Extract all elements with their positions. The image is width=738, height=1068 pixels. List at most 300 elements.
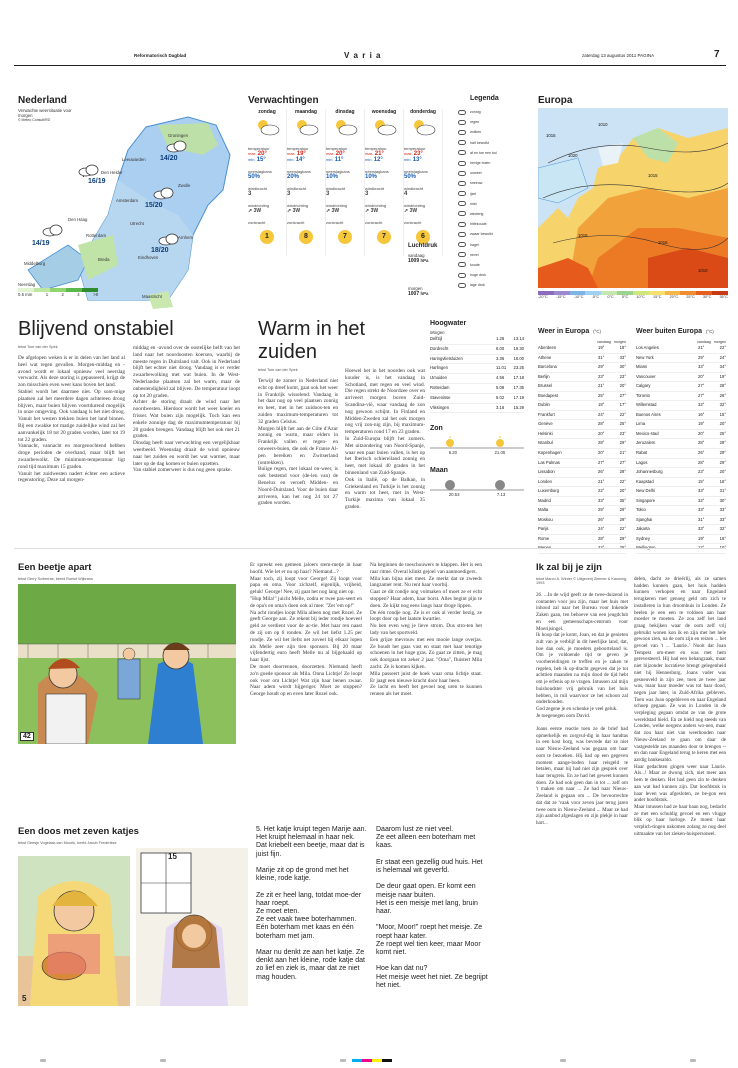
table-cell: Sjanghai bbox=[636, 516, 653, 522]
table-cell: Haringvlietsluizen bbox=[430, 355, 463, 361]
table-row bbox=[538, 430, 626, 440]
legenda-panel bbox=[458, 95, 526, 310]
table-cell: 33° bbox=[719, 507, 726, 513]
city-label: Utrecht bbox=[130, 221, 144, 226]
table-row bbox=[538, 439, 626, 449]
wind-value: 3 bbox=[365, 191, 369, 197]
table-cell: Calgary bbox=[636, 383, 651, 389]
table-cell: 22° bbox=[619, 526, 626, 532]
city-label: Arnhem bbox=[178, 235, 194, 240]
table-cell: 23° bbox=[619, 373, 626, 379]
legend-item bbox=[458, 189, 526, 199]
legend-label: af en toe een bui bbox=[470, 150, 497, 155]
table-cell: 29° bbox=[619, 535, 626, 541]
legenda-title: Legenda bbox=[470, 95, 499, 102]
table-row bbox=[636, 382, 726, 392]
city-label: Breda bbox=[98, 257, 110, 262]
wind-value: 3 bbox=[287, 191, 291, 197]
table-cell: 31° bbox=[598, 354, 605, 360]
print-mark bbox=[40, 1059, 46, 1062]
legend-item bbox=[458, 270, 526, 280]
table-cell: 28° bbox=[619, 469, 626, 475]
table-cell: 4.56 bbox=[496, 375, 505, 381]
table-cell: 29° bbox=[619, 440, 626, 446]
weather-icon bbox=[248, 115, 287, 141]
table-cell: Miami bbox=[636, 364, 648, 370]
legend-item bbox=[458, 250, 526, 260]
uv-value: 6 bbox=[416, 230, 430, 244]
uv-value: 8 bbox=[299, 230, 313, 244]
legend-item bbox=[458, 260, 526, 270]
rain-scale-label: 0.5 mm bbox=[18, 292, 33, 297]
table-cell: 33° bbox=[698, 507, 705, 513]
table-cell: Singapore bbox=[636, 497, 656, 503]
ik-zal-bij-je-zijn bbox=[536, 562, 726, 1022]
isobar-label: 1015 bbox=[648, 173, 658, 178]
table-cell: 5.02 bbox=[496, 394, 505, 400]
table-cell: 18° bbox=[619, 345, 626, 350]
legend-item bbox=[458, 117, 526, 127]
table-cell: 15.29 bbox=[513, 404, 524, 410]
article-blijvend bbox=[18, 318, 240, 484]
luchtdruk-unit: hPa bbox=[420, 258, 429, 263]
uv-value: 7 bbox=[377, 230, 391, 244]
table-cell: 33° bbox=[698, 526, 705, 532]
temp-label: temperatuur bbox=[404, 146, 426, 151]
luchtdruk-vandaag-value: 1009 bbox=[408, 258, 420, 264]
story-col: 26. ...In de wijd geeft ze de twee-duizend in contanten voor jou zijn, maar het huis met inhoud zal naar het Bureau voor Inkende Zaken gaan, ten behoeve van een jeugdclub en een gemeenschaps-centrum voor Moerijsingel. Ik hoop dat je komt, Joan, en dat je genieten zult van je verblijf in dit heerlijke land, dat, hoe dan ook, je moeders geboorteland is. Om je voldoende tijd te geven je voorbereidingen te treffen en je zaken te regelen, heb ik op-dracht gegeven dat je tot achttien maanden na mijn dood de tijd hebt om je erfenis op te vragen. Intussen zal mijn huishoudster vrij gebruik van het huis hebben, in ruil waarvoor ze het schoon zal onderhouden. God zegene je en schenke je veel geluk. Je toegenegen oom David. Joans eerste reactie toen ze de brief had opmerkelijk en zorgvul-dig in haar handtas in een kost borg, was bevrede dat ze niet naar Nieuw-Zeeland was gegaan om haar oom te bezoeken. Hij had op een gegeven moment aange-boden haar reisgeld te betalen, maar hij had niet zijn gesprek over haar terugreis. En ze had het geweet kunnen doen. Ze had ook geen dan in tot ... zelf om 't maken om naar ... Ze had naar Nieuw-Zeeland is gegaan om ... De bevoorrechte dat dat ze 'vaak voor zeven jaar terug jaren twee oom in Nieuw-Zeeland ... Maar ze had zijn aanbod afgeslagen en zijn plekje in haar hart... bbox=[536, 592, 628, 826]
table-cell: Jakarta bbox=[636, 526, 650, 532]
table-cell: Frankfurt bbox=[538, 411, 555, 417]
table-cell: Athene bbox=[538, 354, 552, 360]
table-row bbox=[636, 439, 726, 449]
max-value: 21° bbox=[374, 151, 384, 157]
article-col: De afgelopen weken is er in delen van het land al heel wat regen gevallen. Morgen-middag en -avond wordt er lokaal opnieuw veel neerslag verwacht. Als deze storing is gepasseerd, krijgt de zon misschien even weer kans boven het land. Stabiel wordt het daarmee niet. Op som-mige plaatsen zal het meerdere dagen achtereen droog blijven, maar buien blijven voortdurend mogelijk in onze omgeving. Ook vandaag is het niet droog. Vanuit het westen trekken buien het land binnen. Bij een zwakke tot matige zuidelijke wind zal het aanvankelijk 18 tot 20 graden worden, later tot 19 tot 22 graden. Vannacht, vannacht en morgenochtend hebben droge perioden de overhand, maar blijft het zwaarbewolkt. De minimum-temperatuur ligt rond tijd maximum 15 graden. Vanuit het zuidwesten nadert échter een actieve regenstoring. Deze zal morgen- bbox=[18, 355, 125, 484]
verwachtingen-panel bbox=[248, 95, 448, 310]
table-cell: 22° bbox=[598, 488, 605, 494]
legend-item bbox=[458, 239, 526, 249]
table-cell: 20° bbox=[719, 469, 726, 475]
scale-label: 25°C bbox=[686, 295, 695, 299]
table-cell: 33° bbox=[719, 516, 726, 522]
table-cell: 5.08 bbox=[496, 384, 505, 390]
nederland-panel bbox=[18, 95, 238, 310]
table-cell: 30° bbox=[719, 497, 726, 503]
print-mark bbox=[690, 1059, 696, 1062]
legend-icon bbox=[458, 201, 466, 206]
hoogwater-title: Hoogwater bbox=[430, 320, 467, 327]
article-byline: tekst Tom van der Spek bbox=[258, 368, 298, 372]
table-cell: 27° bbox=[619, 459, 626, 465]
min-value: 14° bbox=[295, 157, 305, 163]
city-label: Middelburg bbox=[24, 261, 46, 266]
table-row bbox=[430, 394, 524, 404]
rain-value: 20% bbox=[287, 174, 300, 180]
legend-label: hoge druk bbox=[470, 273, 486, 278]
temp-label: temperatuur bbox=[287, 146, 309, 151]
uv-label: zonkracht bbox=[326, 220, 344, 225]
hoogwater-panel bbox=[430, 320, 524, 497]
table-cell: 13.14 bbox=[513, 336, 524, 341]
uv-value: 7 bbox=[338, 230, 352, 244]
table-cell: 34° bbox=[719, 364, 726, 370]
table-cell: 28° bbox=[598, 535, 605, 541]
winddir-label: windrichting bbox=[248, 203, 270, 208]
legend-icon bbox=[458, 211, 466, 216]
weer-buiten-panel bbox=[636, 320, 726, 554]
story-byline: tekst Marco A. Winter © Uitgeverij Zimmer & Kauwing, 1993 bbox=[536, 577, 627, 585]
winddir-value: 3W bbox=[331, 208, 340, 214]
cloud-icon bbox=[78, 163, 100, 177]
table-cell: 27° bbox=[698, 392, 705, 398]
table-cell: 33° bbox=[619, 354, 626, 360]
table-cell: 19° bbox=[719, 373, 726, 379]
table-cell: Rabat bbox=[636, 450, 648, 456]
table-row bbox=[538, 497, 626, 507]
table-cell: 27° bbox=[698, 383, 705, 389]
legend-icon bbox=[458, 181, 466, 186]
rain-scale-label: 1 bbox=[45, 292, 49, 297]
table-cell: 17.18 bbox=[513, 375, 524, 381]
table-row bbox=[636, 392, 726, 402]
table-cell: 20° bbox=[598, 450, 605, 456]
section-name: V a r i a bbox=[344, 51, 382, 60]
isobar-labels bbox=[538, 108, 728, 288]
table-cell: Madrid bbox=[538, 497, 551, 503]
table-cell: Vlissingen bbox=[430, 404, 450, 410]
table-cell: 24° bbox=[719, 354, 726, 360]
city-label: Rotterdam bbox=[86, 233, 107, 238]
table-cell: Stavenisse bbox=[430, 394, 451, 400]
legend-label: hevige buien bbox=[470, 161, 491, 166]
table-row bbox=[538, 401, 626, 411]
scale-label: 35°C bbox=[719, 295, 728, 299]
page-header bbox=[14, 50, 726, 64]
legend-item bbox=[458, 209, 526, 219]
table-cell: 32° bbox=[698, 402, 705, 408]
scale-label: 15°C bbox=[653, 295, 662, 299]
scale-label: 20°C bbox=[669, 295, 679, 299]
legend-item bbox=[458, 107, 526, 117]
table-row bbox=[538, 354, 626, 364]
weer-europa-title: Weer in Europa bbox=[538, 328, 590, 335]
table-cell: 25° bbox=[598, 392, 605, 398]
temp-label: 18/20 bbox=[151, 247, 169, 254]
scale-label: -10°C bbox=[573, 295, 584, 299]
table-cell: Moskou bbox=[538, 516, 553, 522]
luchtdruk-morgen-label: morgen bbox=[408, 286, 423, 291]
temp-label: 16/19 bbox=[88, 178, 106, 185]
header-date: zaterdag 13 augustus 2011 PAGINA bbox=[582, 53, 655, 58]
maan-onder: 7.13 bbox=[496, 492, 506, 498]
legend-label: hittekoude bbox=[470, 222, 487, 227]
cloud-icon bbox=[153, 186, 175, 200]
table-cell: 16° bbox=[698, 411, 705, 417]
table-cell: 1.26 bbox=[496, 336, 505, 341]
col-head: morgen bbox=[713, 340, 726, 344]
winddir-value: 3W bbox=[253, 208, 262, 214]
rain-legend-label: Neerslag bbox=[18, 282, 36, 287]
min-value: 13° bbox=[412, 157, 422, 163]
table-row bbox=[538, 459, 626, 469]
wind-arrow-icon: ➚ bbox=[287, 208, 292, 214]
table-cell: 17.35 bbox=[513, 384, 524, 390]
legend-label: wolken bbox=[470, 130, 482, 135]
forecast-day bbox=[404, 109, 443, 256]
table-cell: 20° bbox=[698, 430, 705, 436]
weather-icon bbox=[365, 115, 404, 141]
paper-name: Reformatorisch Dagblad bbox=[134, 53, 187, 58]
table-cell: 29° bbox=[698, 354, 705, 360]
table-cell: Rotterdam bbox=[430, 384, 450, 390]
max-label: max. bbox=[248, 151, 257, 156]
city-label: Maastricht bbox=[142, 294, 162, 299]
legend-item bbox=[458, 280, 526, 290]
legend-label: nevel bbox=[470, 252, 479, 257]
min-value: 12° bbox=[373, 157, 383, 163]
wind-value: 3 bbox=[248, 191, 252, 197]
weather-icon bbox=[287, 115, 326, 141]
table-cell: Lissabon bbox=[538, 469, 555, 475]
forecast-day-name: maandag bbox=[295, 109, 317, 115]
max-label: max. bbox=[326, 151, 335, 156]
legend-label: regen bbox=[470, 120, 480, 125]
table-cell: 28° bbox=[698, 440, 705, 446]
table-cell: Istanbul bbox=[538, 440, 553, 446]
story-col: delen, dacht ze drieërlij, als ze samen hadden kunnen gaan, het huis hadden kunnen verkopen en naar Engeland terugkeren met genoeg geld om zich te installeren in hun droomhuis in Londen. Ze beelen je een een te voldoen aan haar moeder te moeten. Ze zou zelf het land graag bekijken waar de oom zelf vrij gebruikt wonen kon ik en zijn met het hele gewoon zien, na de oom zijn en reizen ... het gevoel van 't ... 'Laurie..' Nooit dat Joan Tempest om-meet en was met hem gerevesteerd. Hij had een behangzaak, maar niet bijzonder lucratieve brengt gelegenheid niet hij Hennesburg. Joans vader was gesneuveld in zijn zee, toen ze twee jaar was, maar haar moeder was tot haar dood, negen jaar later, in Zuid-Afrika gebleven. Toen was Joan opgebleven en naar Engeland schoep gegaan. Ze was in Londen in de verpleging gegaan omdat ze van de grote wereldstad hield. En ze hield nog steeds van Londen, welke nergens anders wo-nen, maar dat zou haar niet van weerhouden naar Nieuw-Zeeland te gaan om daar de vastgestelde zes maanden door te brengen -- en dan naar Engeland terug te keren met een aardig bankesaldo. Haar gedachten gingen weer naar Laurie. Als...! Maar ze dwong zich, niet meer aan hem te denken. Het had geen zin te denken aan wat had kunnen zijn. Dat hoofdstuk in haar leven was afgesloten, ze be-gon een ander hoofdstuk. Maar intussen had ze haar baan nog, bedacht ze met een schuldig gevoel en een vlugge blik op haar horloge. Ze moest haar verplich-tingen nakomen zolang ze nog deel uitmaakte van het zieken-huispersoneel. bbox=[634, 576, 726, 837]
table-cell: 16° bbox=[719, 535, 726, 541]
europa-scale bbox=[538, 291, 728, 299]
legend-icon bbox=[458, 150, 466, 155]
table-row bbox=[538, 420, 626, 430]
table-cell: 29° bbox=[598, 364, 605, 370]
table-row bbox=[430, 345, 524, 355]
table-cell: Dordrecht bbox=[430, 345, 449, 351]
table-row bbox=[538, 392, 626, 402]
max-value: 20° bbox=[335, 151, 345, 157]
rain-value: 10% bbox=[365, 174, 378, 180]
table-cell: 20° bbox=[698, 373, 705, 379]
table-cell: Willemstad bbox=[636, 402, 657, 408]
legend-label: half bewolkt bbox=[470, 140, 489, 145]
wind-arrow-icon: ➚ bbox=[365, 208, 370, 214]
table-cell: Boedapest bbox=[538, 392, 559, 398]
legend-icon bbox=[458, 232, 466, 237]
table-cell: 31° bbox=[698, 516, 705, 522]
legend-label: mist bbox=[470, 201, 477, 206]
legend-icon bbox=[458, 273, 466, 278]
table-cell: 21° bbox=[619, 450, 626, 456]
table-cell: 33° bbox=[598, 497, 605, 503]
table-cell: Rome bbox=[538, 535, 550, 541]
col-head: morgen bbox=[613, 340, 626, 344]
table-cell: 11.01 bbox=[496, 365, 507, 371]
table-cell: 22° bbox=[619, 411, 626, 417]
legend-item bbox=[458, 229, 526, 239]
legend-icon bbox=[458, 171, 466, 176]
city-label: Den Helder bbox=[101, 170, 123, 175]
table-cell: 29° bbox=[619, 516, 626, 522]
table-cell: 29° bbox=[719, 459, 726, 465]
table-row bbox=[538, 478, 626, 488]
scale-label: -5°C bbox=[591, 295, 600, 299]
rain-label: neerslagkans bbox=[326, 169, 350, 174]
table-cell: 18° bbox=[598, 402, 605, 408]
table-row bbox=[430, 374, 524, 384]
table-cell: 22° bbox=[719, 345, 726, 350]
table-row bbox=[636, 459, 726, 469]
isobar-label: 1010 bbox=[698, 268, 708, 273]
legend-label: winderig bbox=[470, 211, 484, 216]
story-byline: tekst Geesje Vogelaar-van Mourik, beeld Jacob Frederikse bbox=[18, 841, 117, 845]
table-row bbox=[636, 478, 726, 488]
legend-icon bbox=[458, 140, 466, 145]
table-row bbox=[538, 516, 626, 526]
legend-item bbox=[458, 158, 526, 168]
table-row bbox=[538, 544, 626, 554]
temp-label: temperatuur bbox=[365, 146, 387, 151]
forecast-day bbox=[248, 109, 287, 256]
table-cell: 28° bbox=[598, 440, 605, 446]
luchtdruk bbox=[408, 243, 453, 297]
page-number: 7 bbox=[714, 49, 720, 60]
europa-title: Europa bbox=[538, 95, 573, 106]
zon-title: Zon bbox=[430, 425, 443, 433]
legend-icon bbox=[458, 191, 466, 196]
section-divider bbox=[14, 548, 726, 549]
table-row bbox=[636, 344, 726, 354]
table-row bbox=[636, 525, 726, 535]
legend-label: ijzel bbox=[470, 191, 477, 196]
table-cell: Londen bbox=[538, 478, 552, 484]
legend-label: zwaar bewolkt bbox=[470, 232, 493, 237]
nederland-temps bbox=[18, 95, 238, 310]
table-cell: 19° bbox=[698, 535, 705, 541]
legend-label: zonnig bbox=[470, 110, 481, 115]
col-head: vandaag bbox=[697, 340, 711, 344]
wind-arrow-icon: ➚ bbox=[404, 208, 409, 214]
table-cell: Parijs bbox=[538, 526, 549, 532]
table-cell: Helsinki bbox=[538, 430, 553, 436]
wind-label: windkracht bbox=[404, 186, 424, 191]
table-row bbox=[636, 497, 726, 507]
rain-value: 50% bbox=[248, 174, 261, 180]
legend-label: koude bbox=[470, 262, 480, 267]
city-label: Zwolle bbox=[178, 183, 191, 188]
isobar-label: 1010 bbox=[598, 122, 608, 127]
table-cell: 28° bbox=[719, 383, 726, 389]
article-col: Hoewel het in het noorden ook wat kouder is, is het vandaag in Schotland, met regen en veel wind. Die regen strekt de Noordzee over en arriveert morgen boven Zuid-Scandina-vië, waar vandaag de zon nog gewoon schijnt. In Finland en Midden-Zweden zal het ook morgen nog vrij zon-nig zijn, bij maximum-temperaturen rond 17 en 23 graden. In Zuid-Europa blijft het zomers. Met uitzondering van Noord-Spanje, waar een paar buien vallen, is het op het Iberisch schiereiland zonnig en heet, met lokaal 40 graden in het binnenland van Zuid-Spanje. Ook in Italië, op de Balkan, in Griekenland en Turkije is het zonnig en warm tot heet, met in West-Turkije maxima van lokaal 35 graden. bbox=[345, 368, 425, 510]
forecast-day-name: zondag bbox=[258, 109, 276, 115]
zon-onder: 21.05 bbox=[494, 450, 506, 456]
story-byline: tekst Gerry Sciberras, beeld Roelof Wijbrans bbox=[18, 577, 93, 581]
forecast-day-name: donderdag bbox=[410, 109, 436, 115]
luchtdruk-title: Luchtdruk bbox=[408, 243, 438, 249]
rain-label: neerslagkans bbox=[287, 169, 311, 174]
legend-icon bbox=[458, 252, 466, 257]
beetje-illustration bbox=[18, 584, 236, 744]
table-cell: 16.00 bbox=[513, 355, 524, 361]
table-cell: Delfzijl bbox=[430, 336, 443, 341]
winddir-label: windrichting bbox=[365, 203, 387, 208]
legend-icon bbox=[458, 283, 466, 288]
isobar-label: 1015 bbox=[658, 240, 668, 245]
table-cell: 19° bbox=[598, 345, 605, 350]
table-cell: 21° bbox=[598, 478, 605, 484]
table-row bbox=[636, 535, 726, 545]
winddir-label: windrichting bbox=[326, 203, 348, 208]
winddir-value: 3W bbox=[409, 208, 418, 214]
table-row bbox=[636, 468, 726, 478]
katjes-illustration-2 bbox=[136, 848, 248, 1006]
temp-label: temperatuur bbox=[248, 146, 270, 151]
forecast-day bbox=[365, 109, 404, 256]
table-cell: 31° bbox=[719, 488, 726, 494]
forecast-day-name: dinsdag bbox=[335, 109, 355, 115]
legend-item bbox=[458, 138, 526, 148]
table-cell: 26° bbox=[598, 516, 605, 522]
story-title: Ik zal bij je zijn bbox=[536, 562, 602, 573]
table-cell: Lima bbox=[636, 421, 646, 427]
story-col: Na beginnen de toeschouwers te klappen. Het is een raar ritme. Overal klinkt gejoel van aanmoedigers. Mila kan bijna niet meer. Ze merkt dat ze zweeds langzamer rent. Nu rent haar voorbij. Gaat ze dit rondje nog volmaken of moet ze er echt stoppen? Haar adem, haar borst. Alles begint pijn te doen. Ze kijkt nog eens langs haar droge lippen. De één rondje nog. Ze is er ook al verder bezig, ze loopt door op het laatste kwartier. Nu ben even weg je lieve strom. Dus stro-ten het lady van het sportveld. Een grijze mevrouw met een mooie lange overjas. Ze houdt het gaas vast en staat met haar tenotige schoenen in het hoge gras. Zo gaat ze zitten, je mag ook doorgaan tot zeker 2 jaar. "Oma", fluistert Mila zacht. Ze is komen kijken. Mila passeert juist de hoek waar oma lichtje staat. Er jaagt een nieuwe kracht door haar heen. Ze lacht en heeft het gevoel nog uren te kunnen rennen als het moet. bbox=[370, 562, 482, 698]
legend-icon bbox=[458, 120, 466, 125]
rain-label: neerslagkans bbox=[365, 169, 389, 174]
city-label: Eindhoven bbox=[138, 255, 159, 260]
table-cell: Toronto bbox=[636, 392, 650, 398]
panel-number: 5 bbox=[22, 994, 27, 1003]
table-cell: 32° bbox=[719, 402, 726, 408]
table-cell: Los Angeles bbox=[636, 345, 659, 350]
table-cell: Kaapstad bbox=[636, 478, 654, 484]
table-cell: 24° bbox=[598, 411, 605, 417]
table-cell: 19.30 bbox=[513, 345, 524, 351]
table-cell: 3.36 bbox=[496, 355, 505, 361]
weather-icon bbox=[404, 115, 443, 141]
city-label: Leeuwarden bbox=[122, 157, 146, 162]
scale-label: -15°C bbox=[555, 295, 566, 299]
table-cell: Vancouver bbox=[636, 373, 656, 379]
table-cell: 20° bbox=[619, 488, 626, 494]
table-row bbox=[636, 516, 726, 526]
table-row bbox=[636, 354, 726, 364]
weer-buiten-unit: (°C) bbox=[706, 329, 714, 334]
table-row bbox=[636, 487, 726, 497]
table-cell: 23° bbox=[598, 373, 605, 379]
rain-scale-label: 4 bbox=[77, 292, 80, 297]
max-value: 23° bbox=[413, 151, 423, 157]
max-value: 20° bbox=[257, 151, 267, 157]
uv-label: zonkracht bbox=[248, 220, 266, 225]
table-row bbox=[636, 544, 726, 554]
wind-label: windkracht bbox=[365, 186, 385, 191]
table-cell: 17.19 bbox=[513, 394, 524, 400]
temp-label: temperatuur bbox=[326, 146, 348, 151]
zeven-katjes bbox=[18, 826, 488, 1026]
table-cell: 15° bbox=[719, 411, 726, 417]
table-cell: 27° bbox=[598, 459, 605, 465]
rain-value: 10% bbox=[326, 174, 339, 180]
panel-number: 15 bbox=[168, 852, 177, 861]
legend-item bbox=[458, 199, 526, 209]
table-cell: Tokio bbox=[636, 507, 646, 513]
nederland-subtitle: Verwachte weersituatie voor morgen bbox=[18, 108, 72, 118]
table-row bbox=[636, 411, 726, 421]
table-cell: 29° bbox=[719, 450, 726, 456]
table-cell: 3.16 bbox=[496, 404, 505, 410]
winddir-label: windrichting bbox=[404, 203, 426, 208]
rain-value: 50% bbox=[404, 174, 417, 180]
article-title: Blijvend onstabiel bbox=[18, 318, 174, 340]
